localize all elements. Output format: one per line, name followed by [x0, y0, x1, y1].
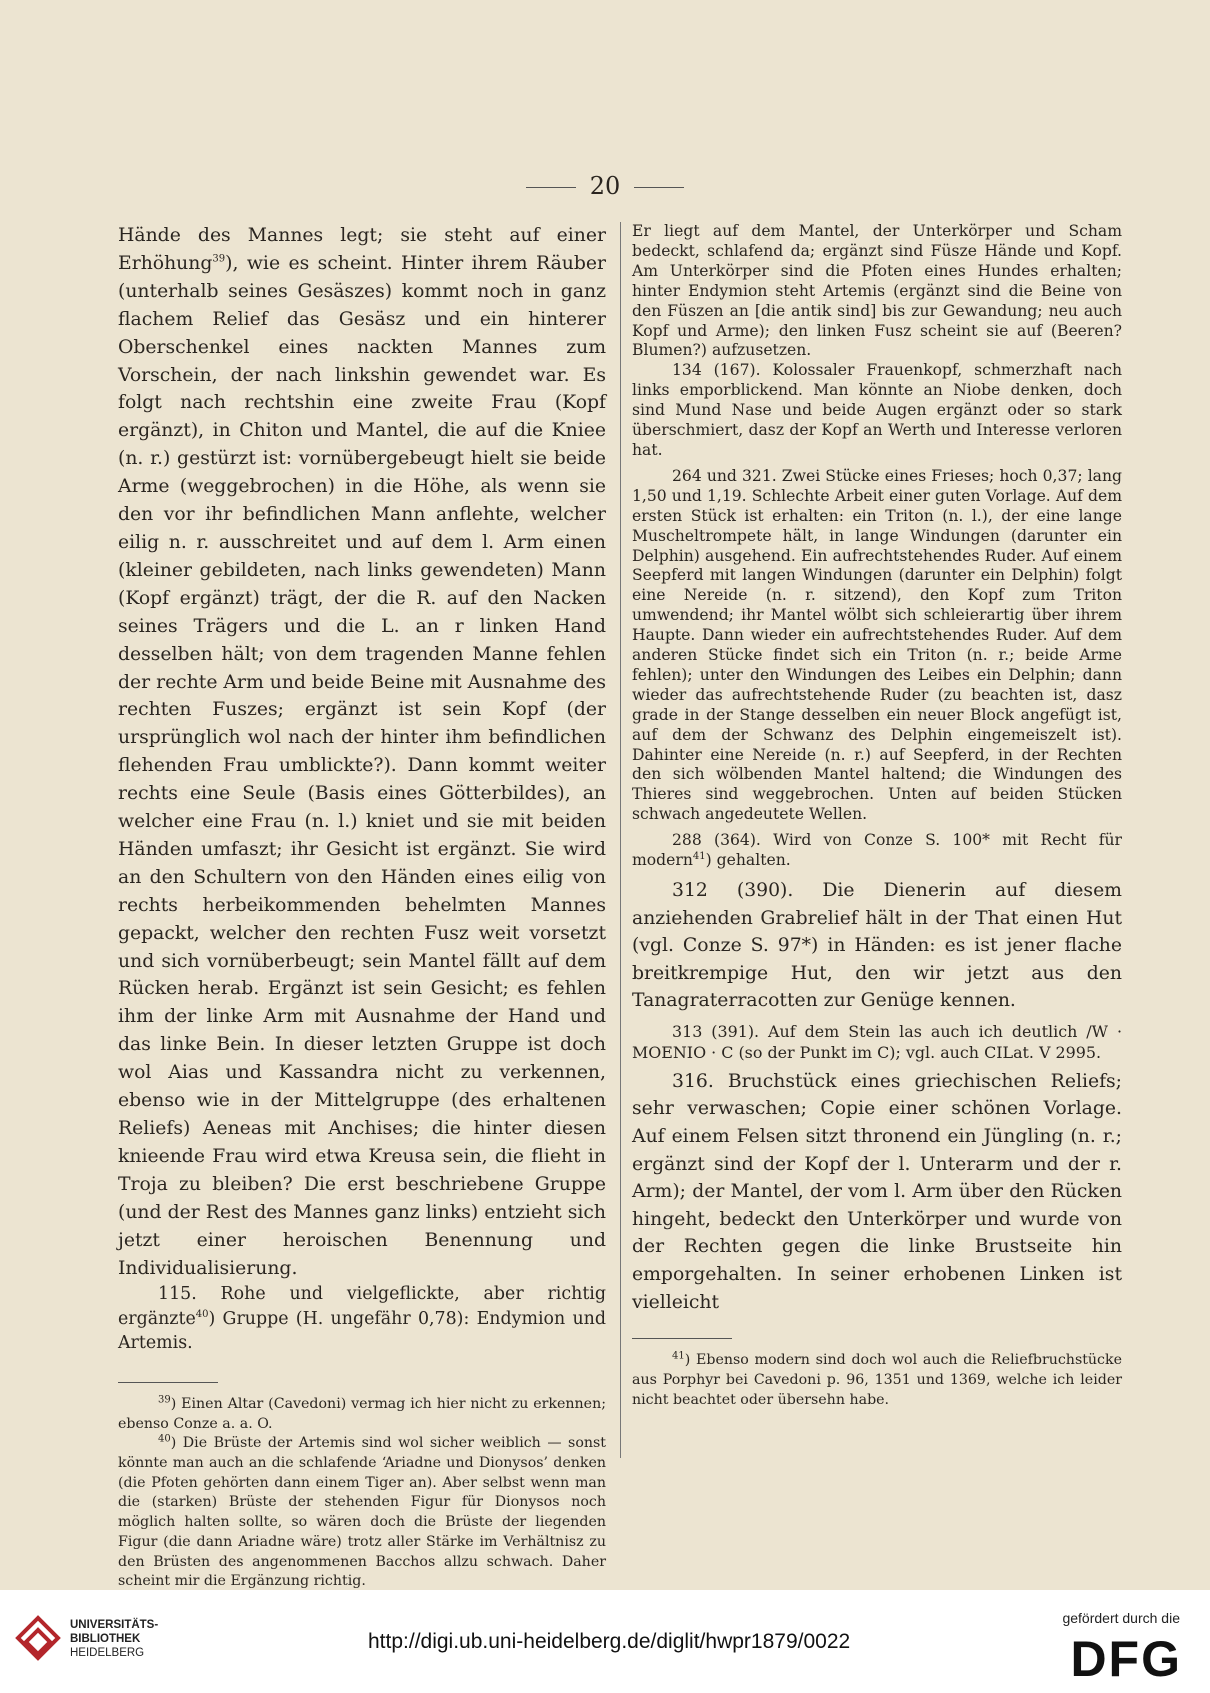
library-name: UNIVERSITÄTS- BIBLIOTHEK HEIDELBERG [70, 1619, 159, 1659]
footnote-39: $^{39}$) Einen Altar (Cavedoni) vermag ich hier nicht zu erkennen; ebenso Conze a. a. O. [118, 1394, 606, 1432]
right-paragraph-312: 312 (390). Die Dienerin auf diesem anziehenden Grabrelief hält in der That einen Hut (vgl. Conze S. 97*) in Händen: es ist jener flache breitkrempige Hut, den wir jetzt aus den Tanagraterracotten zur Genüge kennen. [632, 880, 1122, 1012]
dfg-logo: DFG [1070, 1631, 1182, 1687]
page-number: 20 [0, 172, 1210, 200]
right-paragraph-288: 288 (364). Wird von Conze S. 100* mit Recht für modern$^{41}$) gehalten. [632, 831, 1122, 870]
sponsor-label: gefördert durch die [1062, 1610, 1180, 1626]
left-paragraph-115: 115. Rohe und vielgeflickte, aber richtig ergänzte$^{40}$) Gruppe (H. ungefähr 0,78): Endymion und Artemis. [118, 1284, 606, 1354]
right-paragraph-313: 313 (391). Auf dem Stein las auch ich deutlich /W · MOENIO · C (so der Punkt im C); vgl. auch CILat. V 2995. [632, 1021, 1122, 1063]
right-paragraph-316: 316. Bruchstück eines griechischen Reliefs; sehr verwaschen; Copie einer schönen Vorlage. Auf einem Felsen sitzt thronend ein Jüngling (n. r.; ergänzt sind der Kopf der l. Unterarm und der r. Arm); der Mantel, der vom l. Arm über den Rücken hingeht, bedeckt den Unterkörper und wurde von der Rechten gegen die linke Brustseite hin emporgehalten. In seiner erhobenen Linken ist vielleicht [632, 1070, 1122, 1313]
footnote-41: $^{41}$) Ebenso modern sind doch wol auch die Reliefbruchstücke aus Porphyr bei Cavedoni p. 96, 1351 und 1369, welche ich leider nicht beachtet oder übersehn habe. [632, 1350, 1122, 1408]
footnote-rule [118, 1382, 218, 1383]
library-logo-icon [14, 1614, 62, 1672]
right-paragraph-134: 134 (167). Kolossaler Frauenkopf, schmerzhaft nach links emporblickend. Man könnte an Niobe denken, doch sind Mund Nase und beide Augen ergänzt oder so stark überschmiert, dasz der Kopf an Werth und Interesse verloren hat. [632, 361, 1122, 459]
right-column [632, 222, 1122, 1410]
footnote-rule-right [632, 1338, 732, 1339]
right-paragraph-endymion: Er liegt auf dem Mantel, der Unterkörper und Scham bedeckt, schlafend da; ergänzt sind Füsze Hände und Kopf. Am Unterkörper sind die Pfoten eines Hundes erhalten; hinter Endymion steht Artemis (ergänzt sind die Beine von den Füszen an [die antik sind] bis zur Gewandung; neu auch Kopf und Arme); den linken Fusz scheint sie auf (Beeren? Blumen?) aufzusetzen. [632, 222, 1122, 360]
footer-bar [0, 1590, 1210, 1693]
left-column [118, 222, 606, 1592]
permalink-url[interactable]: http://digi.ub.uni-heidelberg.de/diglit/hwpr1879/0022 [368, 1630, 851, 1653]
footnote-40: $^{40}$) Die Brüste der Artemis sind wol sicher weiblich — sonst könnte man auch an die schlafende ‘Ariadne und Dionysos’ denken (die Pfoten gehörten dann einem Tiger an). Aber selbst wenn man die (starken) Brüste der stehenden Figur für Dionysos noch möglich halten sollte, so wären doch die Brüste der liegenden Figur (die dann Ariadne wäre) trotz aller Stärke im Verhältnisz zu den Brüsten des angenommenen Bacchos allzu schwach. Daher scheint mir die Ergänzung richtig. [118, 1433, 606, 1590]
left-paragraph-1: Hände des Mannes legt; sie steht auf einer Erhöhung$^{39}$), wie es scheint. Hinter ihrem Räuber (unterhalb seines Gesäszes) kommt noch in ganz flachem Relief das Gesäsz und ein hinterer Oberschenkel eines nackten Mannes zum Vorschein, der nach linkshin gewendet war. Es folgt nach rechtshin eine zweite Frau (Kopf ergänzt), in Chiton und Mantel, die auf die Kniee (n. r.) gestürzt ist: vornübergebeugt hielt sie beide Arme (weggebrochen) in die Höhe, als wenn sie den vor ihr befindlichen Mann anflehte, welcher eilig n. r. ausschreitet und auf dem l. Arm einen (kleiner gebildeten, nach links gewendeten) Mann (Kopf ergänzt) trägt, der die R. auf den Nacken seines Trägers und die L. an r linken Hand desselben hält; von dem tragenden Manne fehlen der rechte Arm und beide Beine mit Ausnahme des rechten Fuszes; ergänzt ist sein Kopf (der ursprünglich wol nach der hinter ihm befindlichen flehenden Frau umblickte?). Dann kommt weiter rechts eine Seule (Basis eines Götterbildes), an welcher eine Frau (n. l.) kniet und sie mit beiden Händen umfaszt; ihr Gesicht ist ergänzt. Sie wird an den Schultern von den Händen eines eilig von rechts herbeikommenden behelmten Mannes gepackt, welcher den rechten Fusz weit vorsetzt und sich vornüberbeugt; sein Mantel fällt auf dem Rücken herab. Ergänzt ist sein Gesicht; es fehlen ihm der linke Arm mit Ausnahme der Hand und das linke Bein. In dieser letzten Gruppe ist doch wol Aias und Kassandra nicht zu verkennen, ebenso wie in der Mittelgruppe (des erhaltenen Reliefs) Aeneas mit Anchises; die hinter diesen knieende Frau wird etwa Kreusa sein, die flieht in Troja zu bleiben? Die erst beschriebene Gruppe (und der Rest des Mannes ganz links) entzieht sich jetzt einer heroischen Benennung und Individualisierung. [118, 225, 606, 1279]
column-divider [620, 222, 621, 1458]
right-paragraph-264: 264 und 321. Zwei Stücke eines Frieses; hoch 0,37; lang 1,50 und 1,19. Schlechte Arbeit einer guten Vorlage. Auf dem ersten Stück ist erhalten: ein Triton (n. l.), der eine lange Muscheltrompete hält, in lange Windungen (darunter ein Delphin) ausgehend. Ein aufrechtstehendes Ruder. Auf einem Seepferd mit langen Windungen (darunter ein Delphin) folgt eine Nereide (n. r. sitzend), den Kopf zum Triton umwendend; ihr Mantel wölbt sich schleierartig über ihrem Haupte. Dann wieder ein aufrechtstehendes Ruder. Auf dem anderen Stücke findet sich ein Triton (n. r.; beide Arme fehlen); unter den Windungen des Leibes ein Delphin; dann wieder das aufrechtstehende Ruder (zu beachten ist, dasz grade in der Stange desselben ein neuer Block angefügt ist, auf dem der Schwanz des Delphin eingemeiszelt ist). Dahinter eine Nereide (n. r.) auf Seepferd, in der Rechten den sich wölbenden Mantel haltend; die Windungen des Thieres sind weggebrochen. Unten auf beiden Stücken schwach angedeutete Wellen. [632, 466, 1122, 824]
